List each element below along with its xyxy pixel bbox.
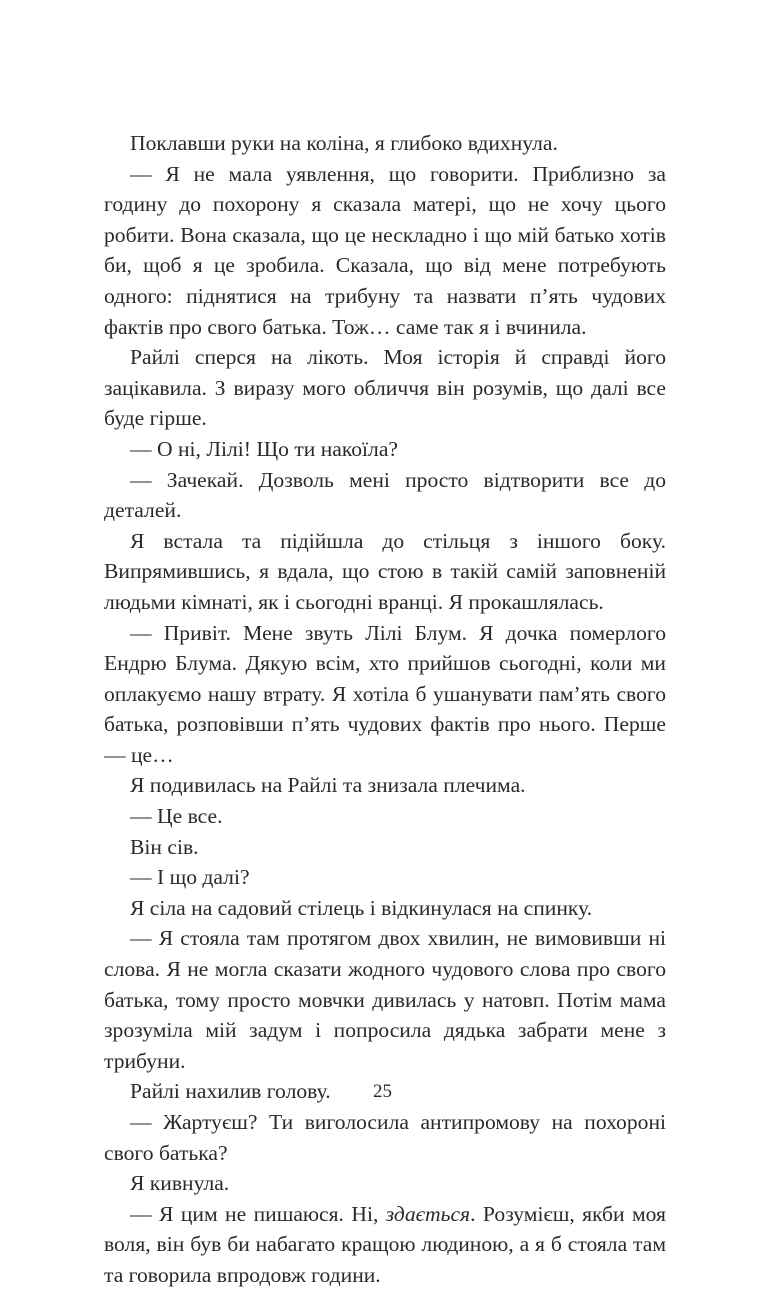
- page-body: [104, 128, 666, 1291]
- paragraph: — Зачекай. Дозволь мені просто відтворити все до деталей.: [104, 467, 666, 523]
- paragraph: Він сів.: [130, 834, 199, 859]
- paragraph: — Це все.: [130, 804, 223, 829]
- paragraph: Я подивилась на Райлі та знизала плечима.: [130, 773, 526, 798]
- paragraph: — О ні, Лілі! Що ти накоїла?: [130, 436, 398, 461]
- emphasized-word: здається: [385, 1201, 471, 1226]
- paragraph: — Жартуєш? Ти виголосила антипромову на похороні свого батька?: [104, 1110, 666, 1165]
- paragraph: — Я стояла там протягом двох хвилин, не вимовивши ні слова. Я не могла сказати жодного чудового слова про свого батька, тому просто мовчки дивилась у натовп. Потім мама зрозуміла мій задум і попросила дядька забрати мене з трибуни.: [104, 926, 666, 1073]
- page-number: 25: [373, 1081, 392, 1102]
- last-text-end: . Розумієш, якби моя воля, він був би набагато кращою людиною, а я б стояла там та говорила впродовж години.: [104, 1201, 666, 1287]
- paragraph: Райлі сперся на лікоть. Моя історія й справді його зацікавила. З виразу мого обличчя він розумів, що далі все буде гірше.: [104, 345, 666, 431]
- paragraph: — Привіт. Мене звуть Лілі Блум. Я дочка померлого Ендрю Блума. Дякую всім, хто прийшов сьогодні, коли ми оплакуємо нашу втрату. Я хотіла б ушанувати пам’ять свого батька, розповівши п’ять чудових фактів про нього. Перше — це…: [104, 620, 666, 767]
- paragraph: Я встала та підійшла до стільця з іншого боку. Випрямившись, я вдала, що стою в такій самій заповненій людьми кімнаті, як і сьогодні вранці. Я прокашлялась.: [104, 528, 666, 614]
- paragraph: Я сіла на садовий стілець і відкинулася на спинку.: [130, 895, 593, 920]
- paragraph: — І що далі?: [130, 865, 250, 890]
- paragraph: — Я не мала уявлення, що говорити. Приблизно за годину до похорону я сказала матері, що не хочу цього робити. Вона сказала, що це нескладно і що мій батько хотів би, щоб я це зробила. Сказала, що від мене потребують одного: піднятися на трибуну та назвати п’ять чудових фактів про свого батька. Тож… саме так я і вчинила.: [104, 161, 666, 339]
- last-text-start: — Я цим не пишаюся. Ні,: [130, 1201, 379, 1226]
- paragraph: Райлі нахилив голову.: [130, 1079, 331, 1104]
- paragraph: Поклавши руки на коліна, я глибоко вдихнула.: [130, 131, 558, 155]
- paragraph: Я кивнула.: [130, 1171, 230, 1196]
- paragraph-last: [104, 1199, 666, 1291]
